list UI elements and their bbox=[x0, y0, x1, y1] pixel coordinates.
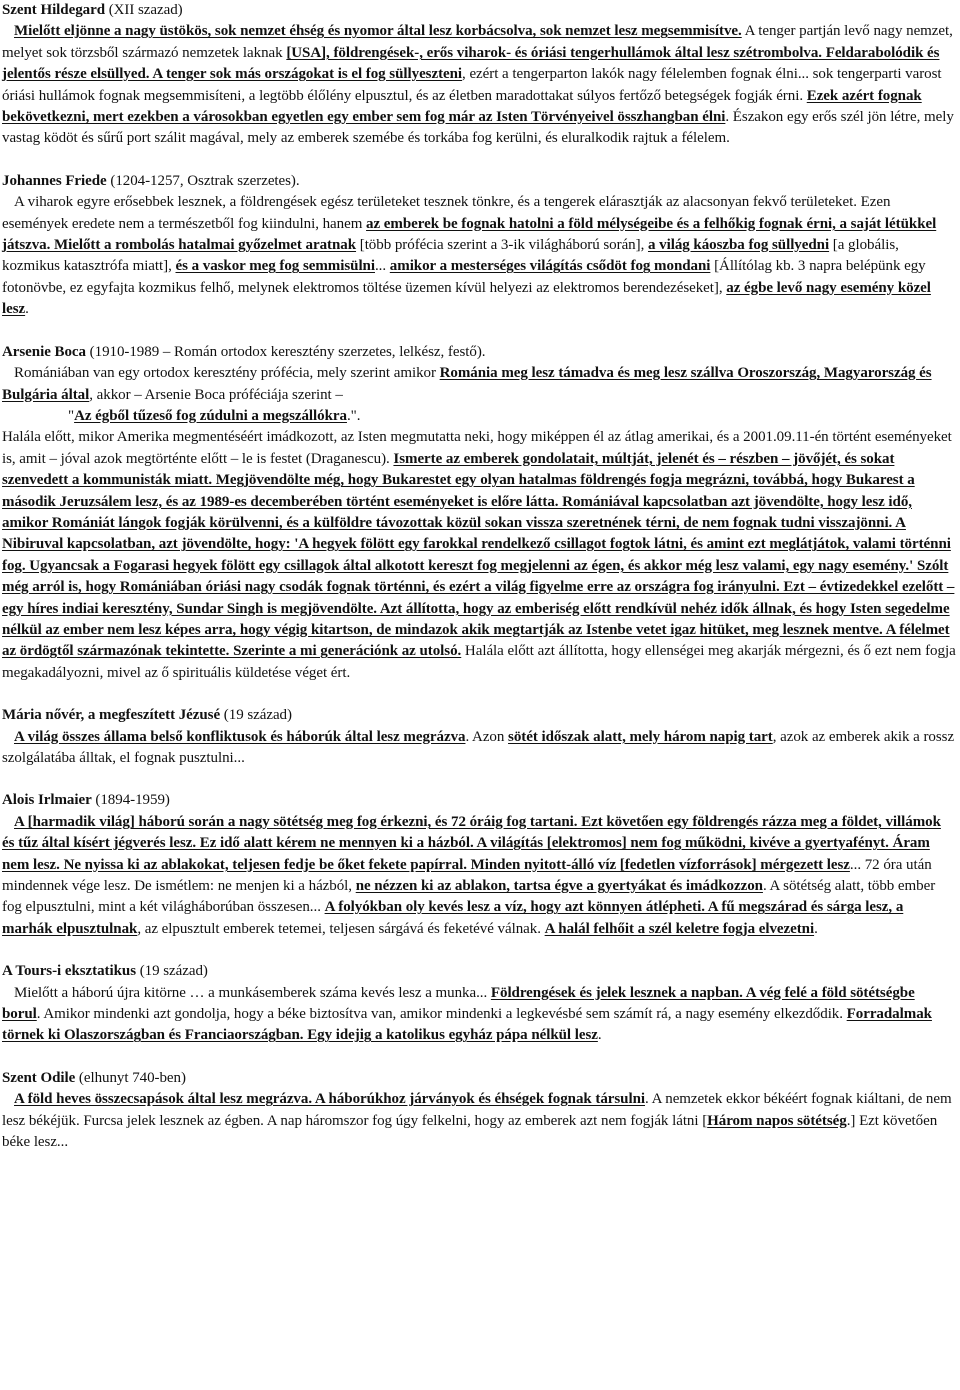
emphasized-text-run: az emberek be fognak hatolni a föld mélységeibe és a felhőkig fognak érni, a saját létükkel játszva. Mielőtt a rombolás hatalmai győzelmet aratnak bbox=[2, 215, 937, 254]
prophet-name: Szent Odile bbox=[2, 1069, 76, 1086]
text-run: [Állítólag kb. 3 napra belépünk egy fotonövbe, ez egyfajta kozmikus felhő, melynek elektromos töltése üzemen kívül helyezi az elektromos berendezéseket], bbox=[2, 258, 926, 296]
quote-paragraph bbox=[2, 406, 956, 427]
text-run: , akkor – Arsenie Boca próféciája szerint – bbox=[89, 386, 343, 403]
prophecy-section-hildegard bbox=[2, 0, 956, 150]
section-heading bbox=[2, 1068, 956, 1089]
prophecy-section-boca bbox=[2, 342, 956, 685]
text-run: , ezért a tengerparton lakók nagy félelemben fognak élni... sok tengerparti varost óriási hullámok fognak megsemmisíteni, a legtöbb élőlény elpusztul, és az életben maradottakat súlyos fertőző betegségek fogják érni. bbox=[2, 66, 942, 104]
text-run: A tenger partján levő nagy nemzet, melyet sok törzsből származó nemzetek laknak bbox=[2, 23, 953, 61]
emphasized-text-run: A halál felhőit a szél keletre fogja elvezetni bbox=[544, 920, 815, 937]
emphasized-text-run: A [harmadik világ] háború során a nagy sötétség meg fog érkezni, és 72 óráig fog tartani. Ezt követően egy földrengés rázza meg a földet, villámok és tűz által kísért jégverés lesz. Ez idő alatt kérem ne mennyen ki a házból. A világítás [elektromos] nem fog működni, kivéve a gyertyafényt. Áram nem lesz. Ne nyissa ki az ablakokat, teljesen fedje be őket fekete papírral. Minden nyitott-álló víz [fedetlen vízforrások] mérgezett lesz bbox=[2, 813, 941, 873]
text-run: [a globális, kozmikus katasztrófa miatt], bbox=[2, 237, 899, 275]
prophet-meta: (19 század) bbox=[136, 963, 208, 980]
prophet-name: A Tours-i eksztatikus bbox=[2, 963, 136, 980]
emphasized-text-run: ne nézzen ki az ablakon, tartsa égve a gyertyákat és imádkozzon bbox=[355, 878, 763, 895]
prophet-meta: (elhunyt 740-ben) bbox=[75, 1069, 186, 1086]
prophet-name: Arsenie Boca bbox=[2, 343, 86, 360]
text-run: . bbox=[25, 301, 29, 318]
prophecy-paragraph bbox=[2, 21, 956, 149]
text-run: , az elpusztult emberek tetemei, teljesen sárgává és feketévé válnak. bbox=[137, 920, 545, 937]
text-run: A viharok egyre erősebbek lesznek, a földrengések egész területeket tesznek tönkre, és a tengerek elárasztják az alacsonyan fekvő területeket. Ezen események eredete nem a természetből fog kiindulni, hanem bbox=[2, 194, 891, 232]
document bbox=[2, 0, 956, 1154]
text-run: . A sötétség alatt, több ember fog elpusztulni, mint a két világháborúban összesen... bbox=[2, 878, 936, 916]
emphasized-text-run: Románia meg lesz támadva és meg lesz szállva Oroszország, Magyarország és Bulgária által bbox=[2, 365, 932, 403]
prophecy-section-tours bbox=[2, 961, 956, 1047]
prophecy-paragraph bbox=[2, 427, 956, 684]
section-heading bbox=[2, 171, 956, 192]
prophet-meta: (1894-1959) bbox=[91, 792, 170, 809]
prophet-meta: (1204-1257, Osztrak szerzetes). bbox=[106, 172, 300, 189]
text-run: .". bbox=[346, 407, 361, 424]
prophecy-section-odile bbox=[2, 1068, 956, 1154]
text-run: Halála előtt azt állította, hogy ellenségei meg akarják mérgezni, és ő ezt nem fogja megakadályozni, mivel az ő spirituális küldetése véget ért. bbox=[2, 643, 956, 681]
emphasized-text-run: Forradalmak törnek ki Olaszországban és Franciaországban. Egy idejig a katolikus egyház pápa nélkül lesz bbox=[2, 1006, 932, 1044]
emphasized-text-run: Földrengések és jelek lesznek a napban. A vég felé a föld sötétségbe borul bbox=[2, 984, 915, 1023]
text-run: ... bbox=[374, 258, 390, 275]
text-run: ... 72 óra után mindennek vége lesz. De ismétlem: ne menjen ki a házból, bbox=[2, 856, 932, 895]
prophecy-paragraph bbox=[2, 983, 956, 1047]
text-run: . bbox=[814, 920, 818, 937]
emphasized-text-run: sötét időszak alatt, mely három napig tart bbox=[508, 728, 773, 745]
text-run: . Azon bbox=[465, 728, 509, 745]
text-run: . Északon egy erős szél jön létre, mely vastag ködöt és sűrű port szálit magával, mely az emberek szemébe és torkába fog kerülni, és eluralkodik rajtuk a félelem. bbox=[2, 109, 954, 147]
prophecy-paragraph bbox=[2, 363, 956, 406]
prophecy-paragraph bbox=[2, 192, 956, 320]
emphasized-text-run: Ezek azért fognak bekövetkezni, mert ezekben a városokban egyetlen egy ember sem fog már az Isten Törvényeivel összhangban élni bbox=[2, 87, 922, 126]
text-run: Romániában van egy ortodox keresztény prófécia, mely szerint amikor bbox=[14, 365, 440, 382]
prophecy-paragraph bbox=[2, 812, 956, 940]
text-run: , azok az emberek akik a rossz szolgálatába álltak, el fognak pusztulni... bbox=[2, 728, 955, 766]
emphasized-text-run: A világ összes állama belső konfliktusok és háborúk által lesz megrázva bbox=[14, 728, 466, 745]
prophet-meta: (1910-1989 – Román ortodox keresztény szerzetes, lelkész, festő). bbox=[85, 343, 486, 360]
prophet-meta: (19 század) bbox=[220, 707, 292, 724]
emphasized-text-run: A föld heves összecsapások által lesz megrázva. A háborúkhoz járványok és éhségek fognak társulni bbox=[14, 1091, 646, 1108]
section-heading bbox=[2, 705, 956, 726]
section-heading bbox=[2, 342, 956, 363]
prophecy-paragraph bbox=[2, 1089, 956, 1153]
emphasized-text-run: [USA], földrengések-, erős viharok- és óriási tengerhullámok által lesz szétrombolva. Feldarabolódik és jelentős része elsüllyed. A tenger sok más országokat is el fog süllyeszteni bbox=[2, 44, 940, 83]
prophecy-section-friede bbox=[2, 171, 956, 321]
prophet-meta: (XII szazad) bbox=[105, 2, 183, 18]
prophet-name: Mária nővér, a megfeszített Jézusé bbox=[2, 707, 221, 724]
text-run: .] Ezt követően béke lesz... bbox=[2, 1112, 938, 1151]
emphasized-text-run: az égbe levő nagy esemény közel lesz bbox=[2, 279, 931, 318]
text-run: " bbox=[68, 407, 75, 424]
section-heading bbox=[2, 961, 956, 982]
prophet-name: Johannes Friede bbox=[2, 172, 107, 189]
prophet-name: Szent Hildegard bbox=[2, 2, 105, 18]
emphasized-text-run: amikor a mesterséges világítás csődöt fog mondani bbox=[389, 258, 711, 275]
text-run: [több prófécia szerint a 3-ik világháború során], bbox=[356, 237, 648, 254]
text-run: Mielőtt a háború újra kitörne … a munkásemberek száma kevés lesz a munka... bbox=[14, 984, 491, 1001]
text-run: . A nemzetek ekkor békéért fognak kiáltani, de nem lesz békéjük. Furcsa jelek lesznek az égben. A nap háromszor fog úgy felkelni, hogy az emberek azt nem fogják látni [ bbox=[2, 1091, 952, 1129]
prophet-name: Alois Irlmaier bbox=[2, 792, 92, 809]
emphasized-text-run: és a vaskor meg fog semmisülni bbox=[175, 258, 375, 275]
prophecy-section-irlmaier bbox=[2, 790, 956, 940]
emphasized-text-run: Az égből tűzeső fog zúdulni a megszállókra bbox=[74, 407, 347, 424]
prophecy-paragraph bbox=[2, 727, 956, 770]
prophecy-section-maria bbox=[2, 705, 956, 769]
section-heading bbox=[2, 0, 956, 21]
emphasized-text-run: Három napos sötétség bbox=[707, 1112, 847, 1129]
text-run: . bbox=[597, 1027, 602, 1044]
emphasized-text-run: Ismerte az emberek gondolatait, múltját, jelenét és – részben – jövőjét, és sokat szenvedett a kommunisták miatt. Megjövendölte még, hogy Bukarestet egy olyan hatalmas földrengés fogja megrázni, továbbá, hogy Bukarest a második Jeruzsálem lesz, és az 1989-es decemberében történt eseményeket is előre látta. Romániával kapcsolatban azt jövendölte, hogy lesz idő, amikor Romániát lángok fogják körülvenni, és a külföldre távozottak közül sokan vissza szeretnének térni, de nem fognak tudni visszajönni. A Nibiruval kapcsolatban, azt jövendölte, hogy: 'A hegyek fölött egy farokkal rendelkező csillagot fogtok látni, és amint ezt meglátjátok, valami történni fog. Ugyancsak a Fogarasi hegyek fölött egy csillagok által alkotott kereszt fog megjelenni az égen, és akkor még lesz valami, egy nagy esemény.' Szólt még arról is, hogy Romániában óriási nagy csodák fognak történni, és ezért a világ figyelme erre az országra fog irányulni. Ezt – évtizedekkel ezelőtt – egy híres indiai keresztény, Sundar Singh is megjövendölte. Azt állította, hogy az emberiség előtt rendkívül nehéz idők állnak, és hogy Isten segedelme nélkül az ember nem lesz képes arra, hogy végig kitartson, de mindazok akik megtartják az Istenbe vetet igaz hitüket, meg lesznek mentve. A félelmet az ördögtől származónak tekintette. Szerinte a mi generációnk az utolsó. bbox=[2, 450, 955, 660]
text-run: Halála előtt, mikor Amerika megmentéséért imádkozott, az Isten megmutatta neki, hogy miképpen él az átlag amerikai, és a 2001.09.11-én történt eseményeket is, amit – jóval azok megtörténte előtt – le is festet (Draganescu). bbox=[2, 429, 952, 467]
emphasized-text-run: a világ káoszba fog süllyedni bbox=[647, 237, 830, 254]
text-run: . Amikor mindenki azt gondolja, hogy a béke biztosítva van, amikor mindenki a legkevésbé sem számít rá, a nagy esemény elkezdődik. bbox=[36, 1006, 847, 1023]
emphasized-text-run: Mielőtt eljönne a nagy üstökös, sok nemzet éhség és nyomor által lesz korbácsolva, sok nemzet lesz megsemmisítve. bbox=[14, 23, 742, 40]
section-heading bbox=[2, 790, 956, 811]
emphasized-text-run: A folyókban oly kevés lesz a víz, hogy azt könnyen átlépheti. A fű megszárad és sárga lesz, a marhák elpusztulnak bbox=[2, 899, 904, 937]
